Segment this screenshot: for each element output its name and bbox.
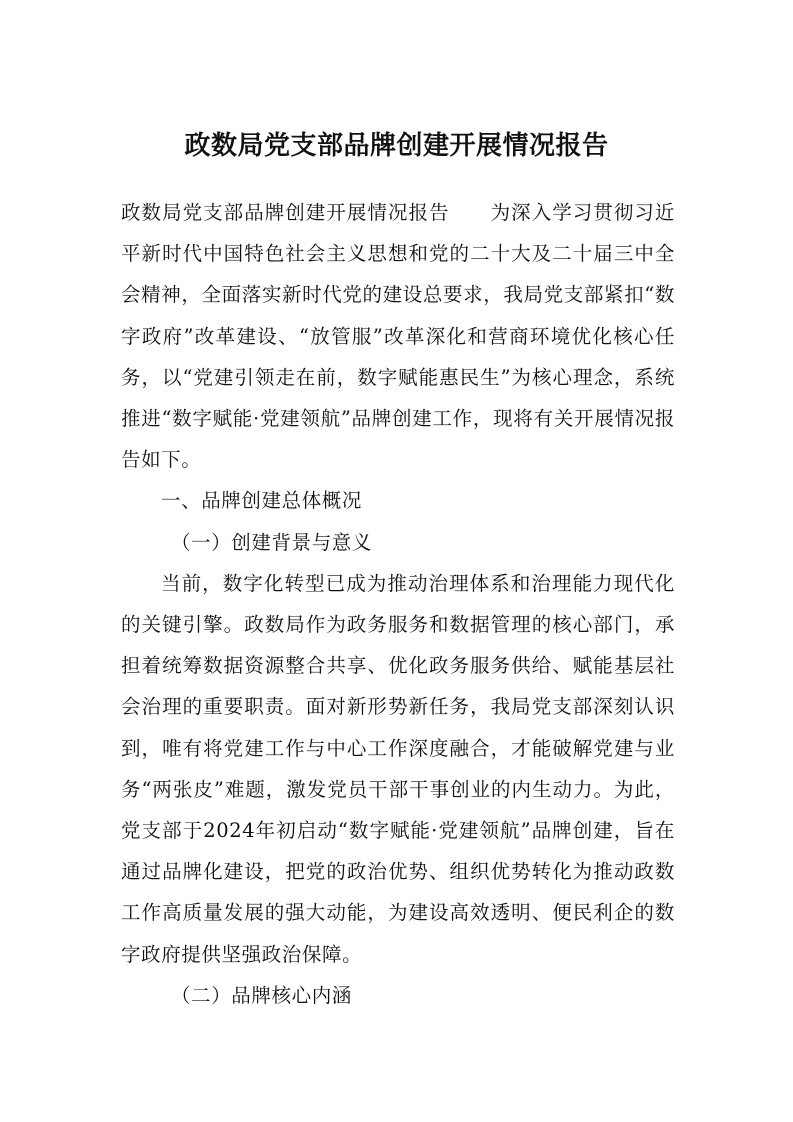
section-heading-1: 一、品牌创建总体概况 [161,489,363,513]
body-paragraph: 当前，数字化转型已成为推动治理体系和治理能力现代化的关键引擎。政数局作为政务服务和数据管理的核心部门，承担着统筹数据资源整合共享、优化政务服务供给、赋能基层社会治理的重要职责。面对新形势新任务，我局党支部深刻认识到，唯有将党建工作与中心工作深度融合，才能破解党建与业务“两张皮”难题，激发党员干部干事创业的内生动力。为此，党支部于2024年初启动“数字赋能·党建领航”品牌创建，旨在通过品牌化建设，把党的政治优势、组织优势转化为推动政数工作高质量发展的强大动能，为建设高效透明、便民利企的数字政府提供坚强政治保障。 [121,571,675,966]
subsection-heading-1: （一）创建背景与意义 [171,530,373,554]
subsection-heading-2: （二）品牌核心内涵 [171,983,352,1007]
intro-paragraph: 政数局党支部品牌创建开展情况报告 为深入学习贯彻习近平新时代中国特色社会主义思想和党的二十大及二十届三中全会精神，全面落实新时代党的建设总要求，我局党支部紧扣“数字政府”改革建设、“放管服”改革深化和营商环境优化核心任务，以“党建引领走在前，数字赋能惠民生”为核心理念，系统推进“数字赋能·党建领航”品牌创建工作，现将有关开展情况报告如下。 [121,201,675,472]
document-body [121,192,675,1016]
document-title: 政数局党支部品牌创建开展情况报告 [184,131,609,161]
